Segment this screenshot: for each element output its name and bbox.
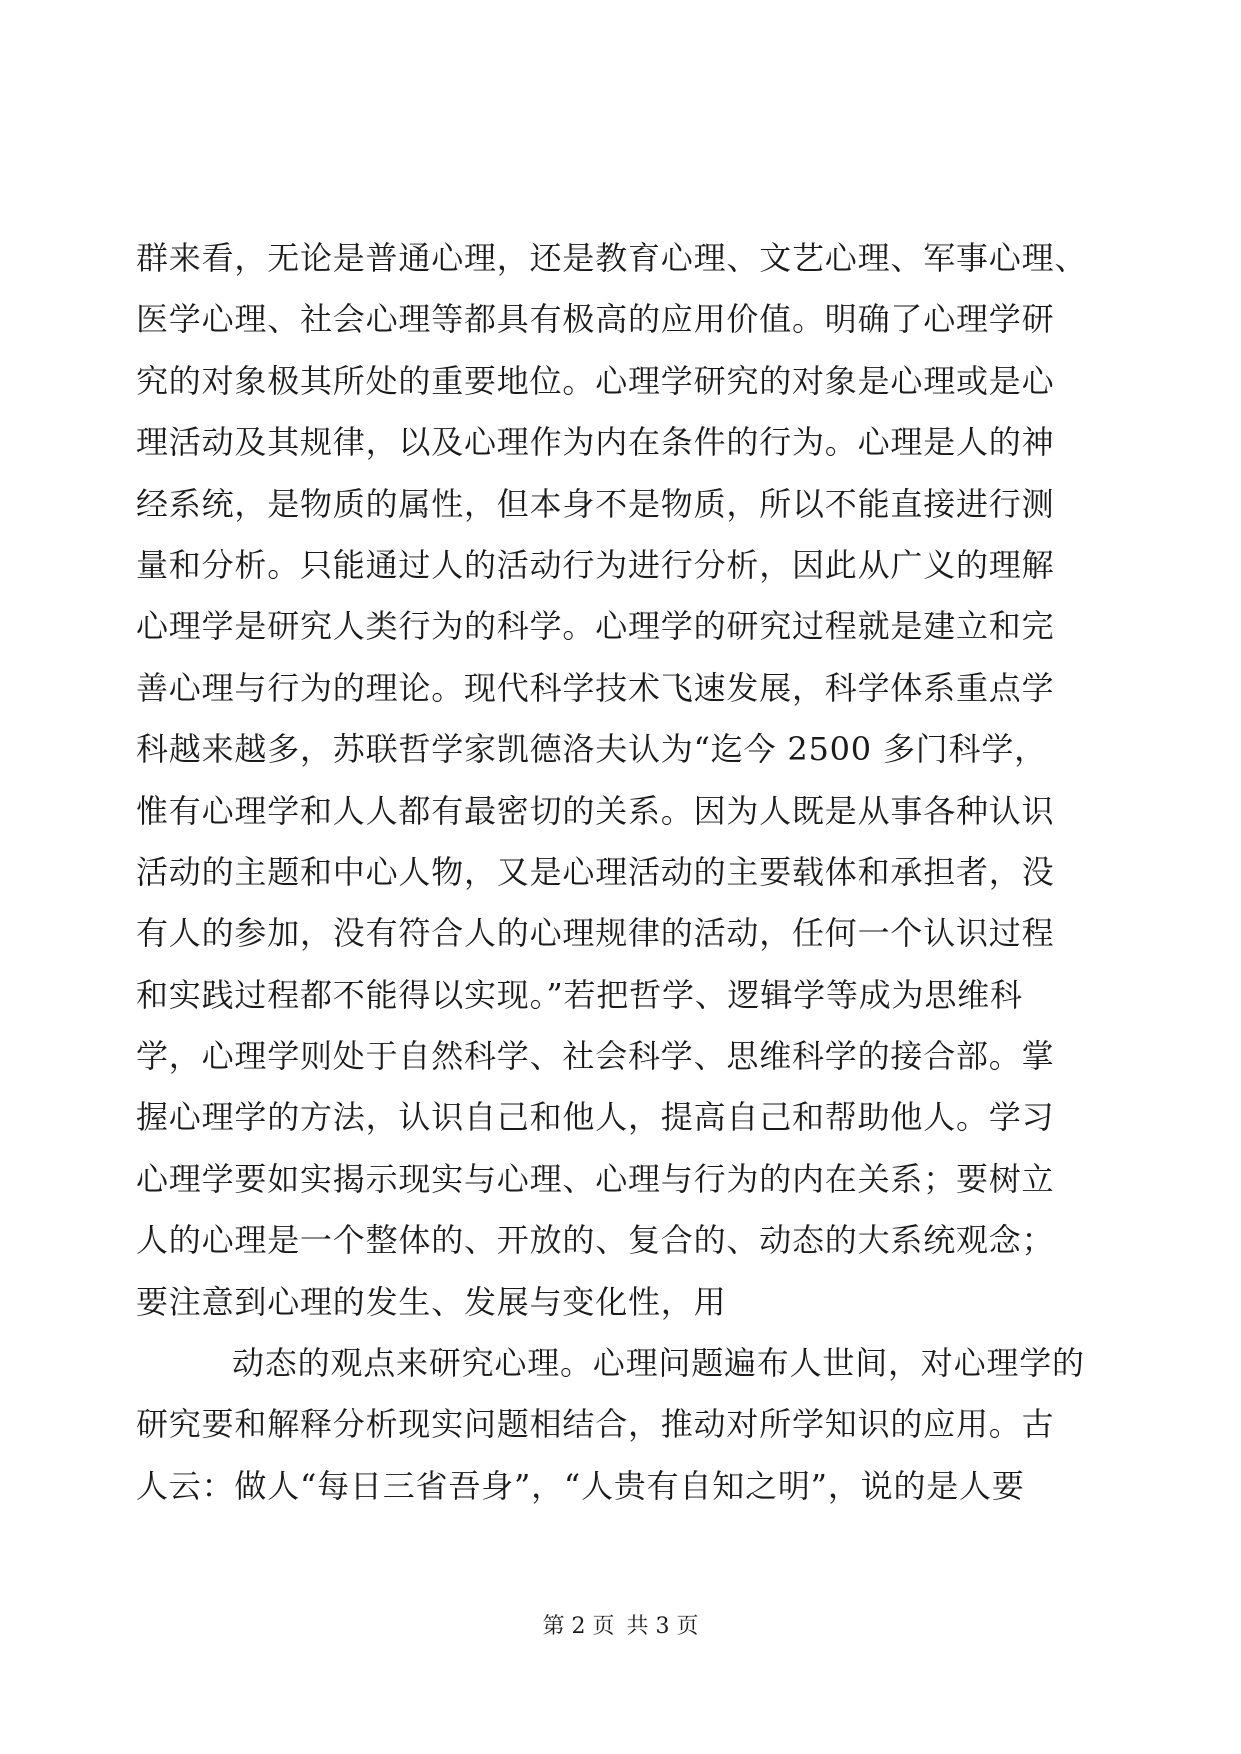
- text-line: 研究要和解释分析现实问题相结合，推动对所学知识的应用。古: [136, 1405, 1055, 1444]
- text-line: 心理学是研究人类行为的科学。心理学的研究过程就是建立和完: [136, 607, 1055, 646]
- text-line: 究的对象极其所处的重要地位。心理学研究的对象是心理或是心: [136, 361, 1055, 400]
- text-line: 善心理与行为的理论。现代科学技术飞速发展，科学体系重点学: [136, 668, 1055, 707]
- text-line: 人的心理是一个整体的、开放的、复合的、动态的大系统观念；: [136, 1221, 1055, 1260]
- text-line: 医学心理、社会心理等都具有极高的应用价值。明确了心理学研: [136, 300, 1055, 339]
- text-line: 和实践过程都不能得以实现。”若把哲学、逻辑学等成为思维科: [136, 975, 1023, 1014]
- text-line: 有人的参加，没有符合人的心理规律的活动，任何一个认识过程: [136, 914, 1055, 953]
- text-line: 惟有心理学和人人都有最密切的关系。因为人既是从事各种认识: [136, 791, 1055, 830]
- text-line: 活动的主题和中心人物，又是心理活动的主要载体和承担者，没: [136, 852, 1055, 891]
- page-total: 共 3 页: [626, 1614, 699, 1639]
- text-line: 量和分析。只能通过人的活动行为进行分析，因此从广义的理解: [136, 545, 1055, 584]
- text-line: 理活动及其规律，以及心理作为内在条件的行为。心理是人的神: [136, 423, 1055, 462]
- text-line: 握心理学的方法，认识自己和他人，提高自己和帮助他人。学习: [136, 1098, 1055, 1137]
- page-footer: [0, 1612, 1241, 1642]
- page-number: 第 2 页: [542, 1614, 615, 1639]
- text-line: 学，心理学则处于自然科学、社会科学、思维科学的接合部。掌: [136, 1037, 1055, 1076]
- text-line: 经系统，是物质的属性，但本身不是物质，所以不能直接进行测: [136, 484, 1055, 523]
- text-line: 心理学要如实揭示现实与心理、心理与行为的内在关系；要树立: [136, 1159, 1055, 1198]
- text-line: 要注意到心理的发生、发展与变化性，用: [136, 1282, 727, 1321]
- document-body: [136, 228, 1096, 1517]
- text-line: 科越来越多，苏联哲学家凯德洛夫认为“迄今 2500 多门科学，: [136, 730, 1047, 769]
- text-line: 人云：做人“每日三省吾身”，“人贵有自知之明”，说的是人要: [136, 1466, 1025, 1505]
- text-line: 群来看，无论是普通心理，还是教育心理、文艺心理、军事心理、: [136, 239, 1088, 277]
- paragraph-first-line: 动态的观点来研究心理。心理问题遍布人世间，对心理学的: [232, 1344, 1085, 1383]
